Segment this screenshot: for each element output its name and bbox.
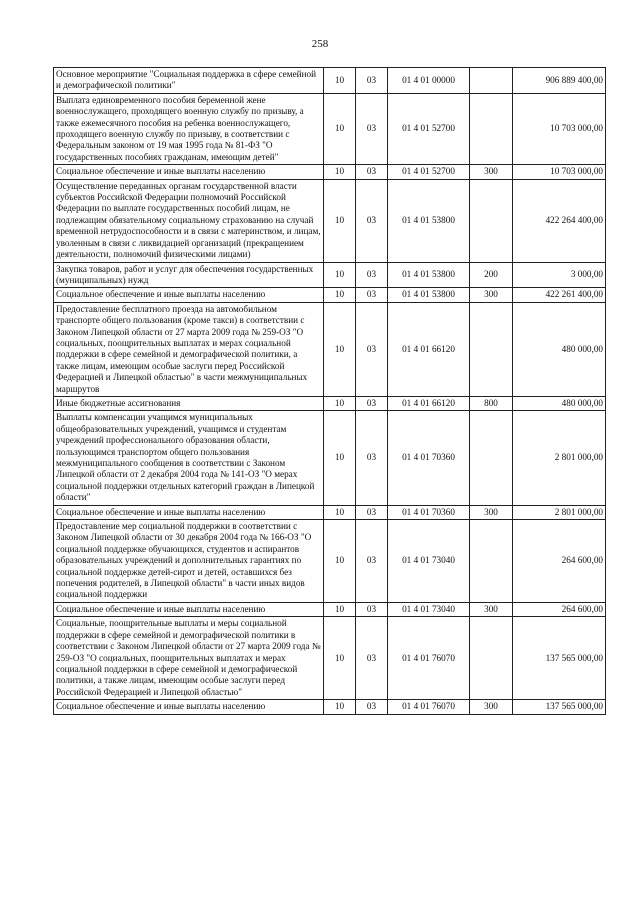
expense-kind-cell (470, 617, 513, 700)
amount-cell: 2 801 000,00 (513, 411, 606, 505)
target-code-cell: 01 4 01 73040 (388, 520, 470, 603)
row-name-cell: Социальное обеспечение и иные выплаты населению (54, 505, 324, 519)
table-row (54, 505, 606, 519)
table-row (54, 700, 606, 714)
target-code-cell: 01 4 01 66120 (388, 396, 470, 410)
expense-kind-cell: 300 (470, 602, 513, 616)
row-name-cell: Социальные, поощрительные выплаты и меры социальной поддержки в сфере семейной и демографической политики в соответствии с Законом Липецкой области от 27 марта 2009 года № 259-ОЗ "О социальных, поощрительных выплатах и мерах социальной поддержки в сфере семейной и демографической политики, а также лицам, имеющим особые заслуги перед Российской Федерацией и Липецкой областью" (54, 617, 324, 700)
amount-cell: 422 264 400,00 (513, 179, 606, 262)
expense-kind-cell: 300 (470, 700, 513, 714)
subsection-code-cell: 03 (356, 617, 388, 700)
section-code-cell: 10 (324, 302, 356, 396)
table-row (54, 165, 606, 179)
row-name-cell: Социальное обеспечение и иные выплаты населению (54, 700, 324, 714)
table-row (54, 68, 606, 94)
target-code-cell: 01 4 01 76070 (388, 700, 470, 714)
amount-cell: 137 565 000,00 (513, 700, 606, 714)
table-row (54, 262, 606, 288)
section-code-cell: 10 (324, 93, 356, 164)
budget-table-body (54, 68, 606, 715)
section-code-cell: 10 (324, 700, 356, 714)
target-code-cell: 01 4 01 00000 (388, 68, 470, 94)
amount-cell: 422 261 400,00 (513, 288, 606, 302)
expense-kind-cell: 300 (470, 505, 513, 519)
amount-cell: 3 000,00 (513, 262, 606, 288)
section-code-cell: 10 (324, 179, 356, 262)
row-name-cell: Выплата единовременного пособия беременной жене военнослужащего, проходящего военную службу по призыву, а также ежемесячного пособия на ребенка военнослужащего, проходящего военную службу по призыву, в соответствии с Федеральным законом от 19 мая 1995 года № 81-ФЗ "О государственных пособиях гражданам, имеющим детей" (54, 93, 324, 164)
section-code-cell: 10 (324, 520, 356, 603)
subsection-code-cell: 03 (356, 93, 388, 164)
budget-table (53, 67, 606, 715)
expense-kind-cell (470, 520, 513, 603)
section-code-cell: 10 (324, 262, 356, 288)
section-code-cell: 10 (324, 288, 356, 302)
expense-kind-cell (470, 411, 513, 505)
expense-kind-cell: 300 (470, 288, 513, 302)
subsection-code-cell: 03 (356, 602, 388, 616)
section-code-cell: 10 (324, 602, 356, 616)
row-name-cell: Закупка товаров, работ и услуг для обеспечения государственных (муниципальных) нужд (54, 262, 324, 288)
table-row (54, 288, 606, 302)
subsection-code-cell: 03 (356, 700, 388, 714)
section-code-cell: 10 (324, 617, 356, 700)
subsection-code-cell: 03 (356, 505, 388, 519)
table-row (54, 617, 606, 700)
expense-kind-cell (470, 302, 513, 396)
amount-cell: 480 000,00 (513, 302, 606, 396)
table-row (54, 520, 606, 603)
row-name-cell: Предоставление бесплатного проезда на автомобильном транспорте общего пользования (кроме такси) в соответствии с Законом Липецкой области от 27 марта 2009 года № 259-ОЗ "О социальных, поощрительных выплатах и мерах социальной поддержки в сфере семейной и демографической политики, а также лицам, имеющим особые заслуги перед Российской Федерацией и Липецкой областью" в части межмуниципальных маршрутов (54, 302, 324, 396)
subsection-code-cell: 03 (356, 68, 388, 94)
amount-cell: 906 889 400,00 (513, 68, 606, 94)
row-name-cell: Основное мероприятие "Социальная поддержка в сфере семейной и демографической политики" (54, 68, 324, 94)
table-row (54, 93, 606, 164)
subsection-code-cell: 03 (356, 262, 388, 288)
section-code-cell: 10 (324, 505, 356, 519)
subsection-code-cell: 03 (356, 411, 388, 505)
target-code-cell: 01 4 01 70360 (388, 505, 470, 519)
target-code-cell: 01 4 01 76070 (388, 617, 470, 700)
row-name-cell: Иные бюджетные ассигнования (54, 396, 324, 410)
amount-cell: 264 600,00 (513, 602, 606, 616)
row-name-cell: Осуществление переданных органам государственной власти субъектов Российской Федерации полномочий Российской Федерации по выплате государственных пособий лицам, не подлежащим обязательному социальному страхованию на случай временной нетрудоспособности и в связи с материнством, и лицам, уволенным в связи с ликвидацией организаций (прекращением деятельности, полномочий физическими лицами) (54, 179, 324, 262)
target-code-cell: 01 4 01 52700 (388, 93, 470, 164)
amount-cell: 10 703 000,00 (513, 165, 606, 179)
subsection-code-cell: 03 (356, 302, 388, 396)
table-row (54, 411, 606, 505)
target-code-cell: 01 4 01 52700 (388, 165, 470, 179)
subsection-code-cell: 03 (356, 165, 388, 179)
expense-kind-cell (470, 93, 513, 164)
section-code-cell: 10 (324, 396, 356, 410)
row-name-cell: Социальное обеспечение и иные выплаты населению (54, 602, 324, 616)
amount-cell: 2 801 000,00 (513, 505, 606, 519)
amount-cell: 10 703 000,00 (513, 93, 606, 164)
section-code-cell: 10 (324, 411, 356, 505)
table-row (54, 179, 606, 262)
row-name-cell: Выплаты компенсации учащимся муниципальных общеобразовательных учреждений, учащимся и студентам учреждений профессионального образования области, пользующимся транспортом общего пользования межмуниципального сообщения в соответствии с Законом Липецкой области от 2 декабря 2004 года № 141-ОЗ "О мерах социальной поддержки отдельных категорий граждан в Липецкой области" (54, 411, 324, 505)
row-name-cell: Социальное обеспечение и иные выплаты населению (54, 288, 324, 302)
target-code-cell: 01 4 01 70360 (388, 411, 470, 505)
row-name-cell: Предоставление мер социальной поддержки в соответствии с Законом Липецкой области от 30 декабря 2004 года № 166-ОЗ "О социальной поддержке обучающихся, студентов и аспирантов образовательных учреждений и дополнительных гарантиях по социальной поддержке детей-сирот и детей, оставшихся без попечения родителей, в Липецкой области" в части иных видов социальной поддержки (54, 520, 324, 603)
target-code-cell: 01 4 01 53800 (388, 288, 470, 302)
expense-kind-cell: 800 (470, 396, 513, 410)
target-code-cell: 01 4 01 53800 (388, 262, 470, 288)
amount-cell: 137 565 000,00 (513, 617, 606, 700)
row-name-cell: Социальное обеспечение и иные выплаты населению (54, 165, 324, 179)
amount-cell: 480 000,00 (513, 396, 606, 410)
subsection-code-cell: 03 (356, 179, 388, 262)
section-code-cell: 10 (324, 165, 356, 179)
subsection-code-cell: 03 (356, 288, 388, 302)
expense-kind-cell: 300 (470, 165, 513, 179)
amount-cell: 264 600,00 (513, 520, 606, 603)
target-code-cell: 01 4 01 73040 (388, 602, 470, 616)
subsection-code-cell: 03 (356, 396, 388, 410)
target-code-cell: 01 4 01 53800 (388, 179, 470, 262)
table-row (54, 302, 606, 396)
expense-kind-cell: 200 (470, 262, 513, 288)
expense-kind-cell (470, 68, 513, 94)
expense-kind-cell (470, 179, 513, 262)
page-number: 258 (311, 38, 329, 50)
target-code-cell: 01 4 01 66120 (388, 302, 470, 396)
table-row (54, 396, 606, 410)
section-code-cell: 10 (324, 68, 356, 94)
table-row (54, 602, 606, 616)
subsection-code-cell: 03 (356, 520, 388, 603)
